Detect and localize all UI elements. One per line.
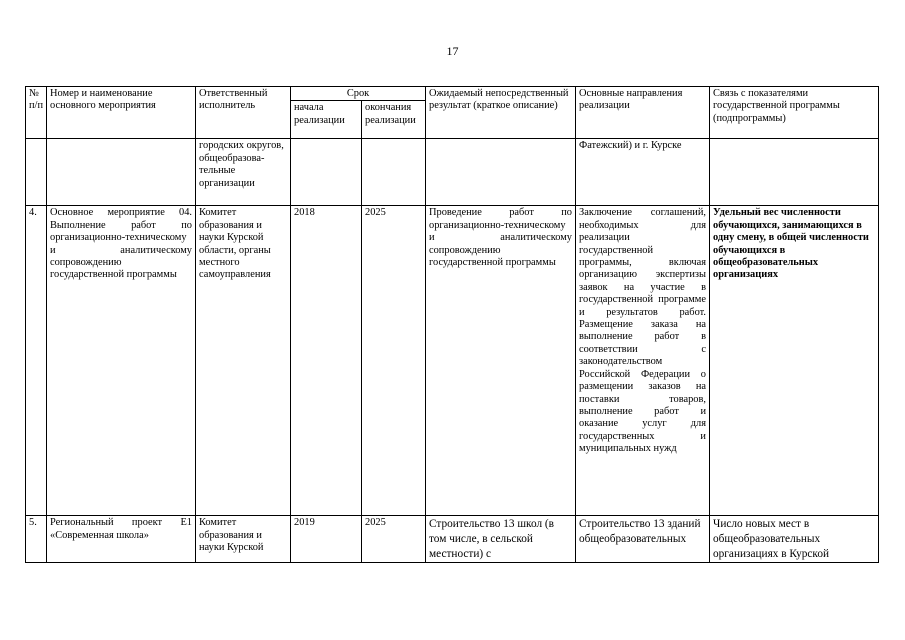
header-link: Связь с показателями государственной программы (подпрограммы) [710,87,879,139]
row-result [426,139,576,206]
row-link: Число новых мест в общеобразовательных организациях в Курской [710,516,879,563]
row-name: Основное мероприятие 04. Выполнение работ по организационно-техническому и аналитическому сопровождению государственной программы [47,206,196,516]
row-result: Проведение работ по организационно-техническому и аналитическому сопровождению государственной программы [426,206,576,516]
activities-table [25,86,879,563]
header-term-end: окончания реализации [362,101,426,139]
row-directions: Заключение соглашений, необходимых для реализации государственной программы, включая организацию экспертизы заявок на участие в государственной программе и результатов работ. Размещение заказа на выполнение работ в соответствии с законодательством Российской Федерации о размещении заказов на поставки товаров, выполнение работ и оказание услуг для государственных и муниципальных нужд [576,206,710,516]
row-responsible: Комитет образования и науки Курской области, органы местного самоуправления [196,206,291,516]
row-directions: Фатежский) и г. Курске [576,139,710,206]
row-end: 2025 [362,206,426,516]
header-directions: Основные направления реализации [576,87,710,139]
header-num: № п/п [26,87,47,139]
row-result: Строительство 13 школ (в том числе, в сельской местности) с [426,516,576,563]
row-name: Региональный проект Е1 «Современная школа» [47,516,196,563]
row-directions: Строительство 13 зданий общеобразовательных [576,516,710,563]
header-term-start: начала реализации [291,101,362,139]
header-term: Срок [291,87,426,101]
row-link [710,139,879,206]
row-num: 4. [26,206,47,516]
row-end [362,139,426,206]
row-num [26,139,47,206]
row-start: 2018 [291,206,362,516]
row-num: 5. [26,516,47,563]
table-row [26,206,879,516]
row-link: Удельный вес численности обучающихся, занимающихся в одну смену, в общей численности обучающихся в общеобразовательных организациях [710,206,879,516]
row-name [47,139,196,206]
header-responsible: Ответственный исполнитель [196,87,291,139]
table-row [26,139,879,206]
row-responsible: Комитет образования и науки Курской [196,516,291,563]
row-start: 2019 [291,516,362,563]
row-end: 2025 [362,516,426,563]
row-start [291,139,362,206]
table-row [26,516,879,563]
page-number: 17 [446,44,459,58]
row-responsible: городских округов, общеобразова-тельные организации [196,139,291,206]
header-result: Ожидаемый непосредственный результат (краткое описание) [426,87,576,139]
header-name: Номер и наименование основного мероприятия [47,87,196,139]
